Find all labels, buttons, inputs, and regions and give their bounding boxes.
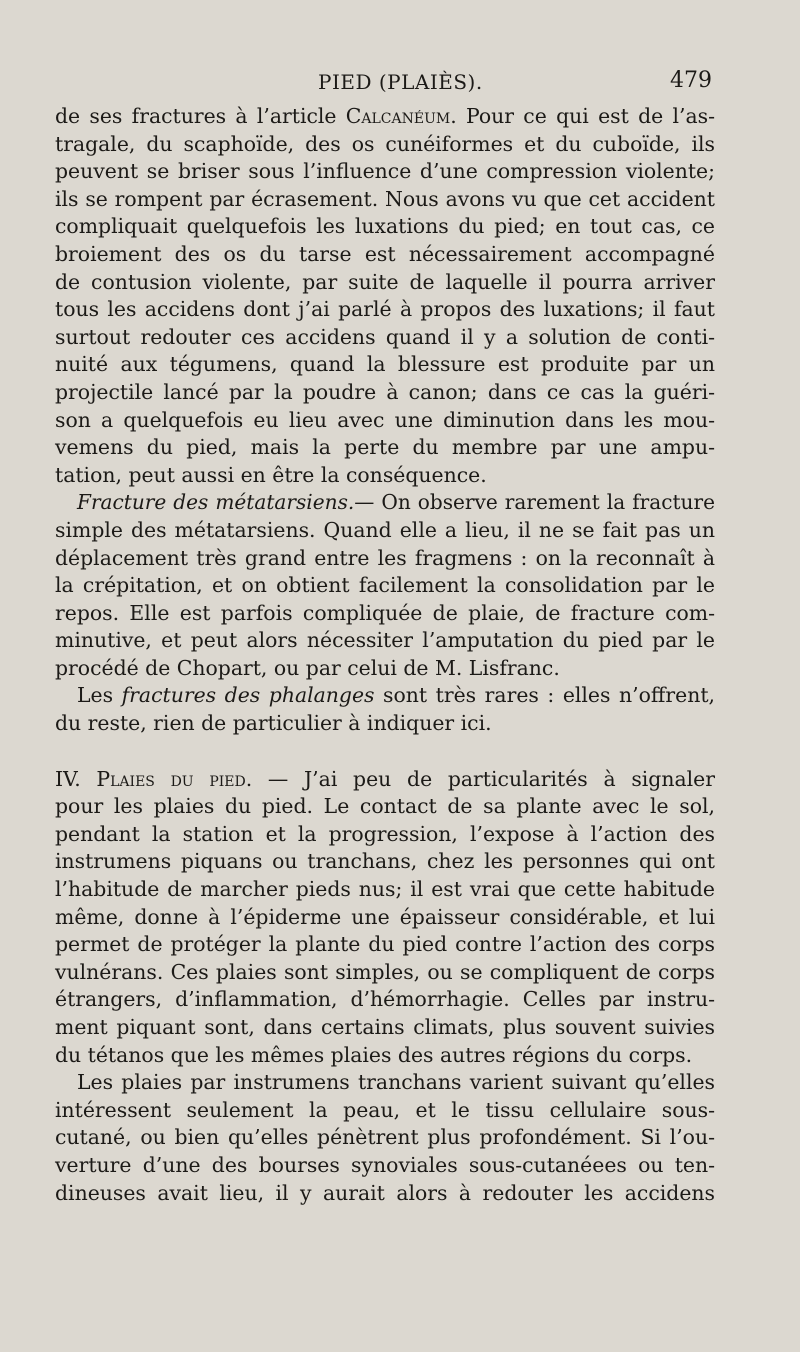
text-line: Les plaies par instrumens tranchans varient suivant qu’elles (77, 1070, 715, 1095)
text-line: permet de protéger la plante du pied contre l’action des corps (55, 932, 715, 957)
section-gap (55, 738, 715, 766)
text-line: repos. Elle est parfois compliquée de plaie, de fracture com- (55, 600, 715, 625)
text-run: — On observe rarement la fracture (354, 490, 715, 515)
text-line: tragale, du scaphoïde, des os cunéiformes et du cuboïde, ils (55, 131, 715, 156)
text-line: ment piquant sont, dans certains climats, plus souvent suivies (55, 1015, 715, 1039)
running-title: PIED (PLAIÈS). (318, 70, 483, 94)
text-line: vulnérans. Ces plaies sont simples, ou se compliquent de corps (55, 959, 715, 984)
text-line: broiement des os du tarse est nécessairement accompagné (55, 241, 715, 266)
text-line: peuvent se briser sous l’influence d’une compression violente; (55, 159, 715, 184)
text-line: minutive, et peut alors nécessiter l’amputation du pied par le (55, 628, 715, 653)
text-line: vemens du pied, mais la perte du membre par une ampu- (55, 435, 715, 460)
text-line: de contusion violente, par suite de laquelle il pourra arriver (55, 269, 715, 294)
text-run: . Pour ce qui est de l’as- (450, 104, 715, 128)
text-line: ils se rompent par écrasement. Nous avons vu que cet accident (55, 186, 715, 211)
section-number: IV. (55, 766, 97, 791)
text-line: pendant la station et la progression, l’expose à l’action des (55, 821, 715, 846)
text-line: compliquait quelquefois les luxations du pied; en tout cas, ce (55, 214, 715, 239)
text-line: intéressent seulement la peau, et le tissu cellulaire sous- (55, 1097, 715, 1122)
body-text (55, 103, 715, 1207)
text-line: cutané, ou bien qu’elles pénètrent plus profondément. Si l’ou- (55, 1125, 715, 1150)
text-run: . — J’ai peu de particularités à signaler (245, 766, 715, 791)
text-line: l’habitude de marcher pieds nus; il est vrai que cette habitude (55, 877, 715, 902)
text-line: tation, peut aussi en être la conséquence. (55, 462, 487, 487)
text-line: projectile lancé par la poudre à canon; dans ce cas la guéri- (55, 379, 715, 404)
text-line: étrangers, d’inflammation, d’hémorrhagie. Celles par instru- (55, 987, 715, 1012)
text-line: verture d’une des bourses synoviales sous-cutanéees ou ten- (55, 1152, 715, 1177)
text-line (55, 103, 715, 131)
text-line: du tétanos que les mêmes plaies des autres régions du corps. (55, 1042, 693, 1067)
text-line (55, 682, 715, 710)
text-line: pour les plaies du pied. Le contact de sa plante avec le sol, (55, 794, 715, 819)
section-heading: Fracture des métatarsiens. (77, 490, 355, 515)
text-line: nuité aux tégumens, quand la blessure est produite par un (55, 352, 715, 377)
text-line: simple des métatarsiens. Quand elle a lieu, il ne se fait pas un (55, 517, 715, 542)
page-number: 479 (670, 68, 712, 93)
emphasis: fractures des phalanges (121, 683, 375, 708)
cross-reference: Calcanéum (345, 104, 451, 128)
text-line: la crépitation, et on obtient facilement la consolidation par le (55, 573, 715, 598)
text-line (55, 766, 715, 794)
text-line: déplacement très grand entre les fragmens : on la reconnaît à (55, 545, 715, 570)
text-line (55, 489, 715, 517)
running-head (0, 70, 800, 100)
text-line: son a quelquefois eu lieu avec une diminution dans les mou- (55, 407, 715, 432)
text-line: tous les accidens dont j’ai parlé à propos des luxations; il faut (55, 297, 715, 322)
text-line: instrumens piquans ou tranchans, chez les personnes qui ont (55, 849, 715, 874)
text-line: même, donne à l’épiderme une épaisseur considérable, et lui (55, 904, 715, 929)
text-line: dineuses avait lieu, il y aurait alors à redouter les accidens (55, 1180, 715, 1205)
text-run: sont très rares : elles n’offrent, (374, 683, 716, 708)
section-heading: Plaies du pied (96, 766, 246, 791)
text-line: procédé de Chopart, ou par celui de M. Lisfranc. (55, 655, 560, 680)
text-line: du reste, rien de particulier à indiquer ici. (55, 711, 492, 736)
text-run: de ses fractures à l’article (55, 104, 346, 128)
text-run: Les (77, 683, 122, 708)
text-line: surtout redouter ces accidens quand il y a solution de conti- (55, 324, 715, 349)
